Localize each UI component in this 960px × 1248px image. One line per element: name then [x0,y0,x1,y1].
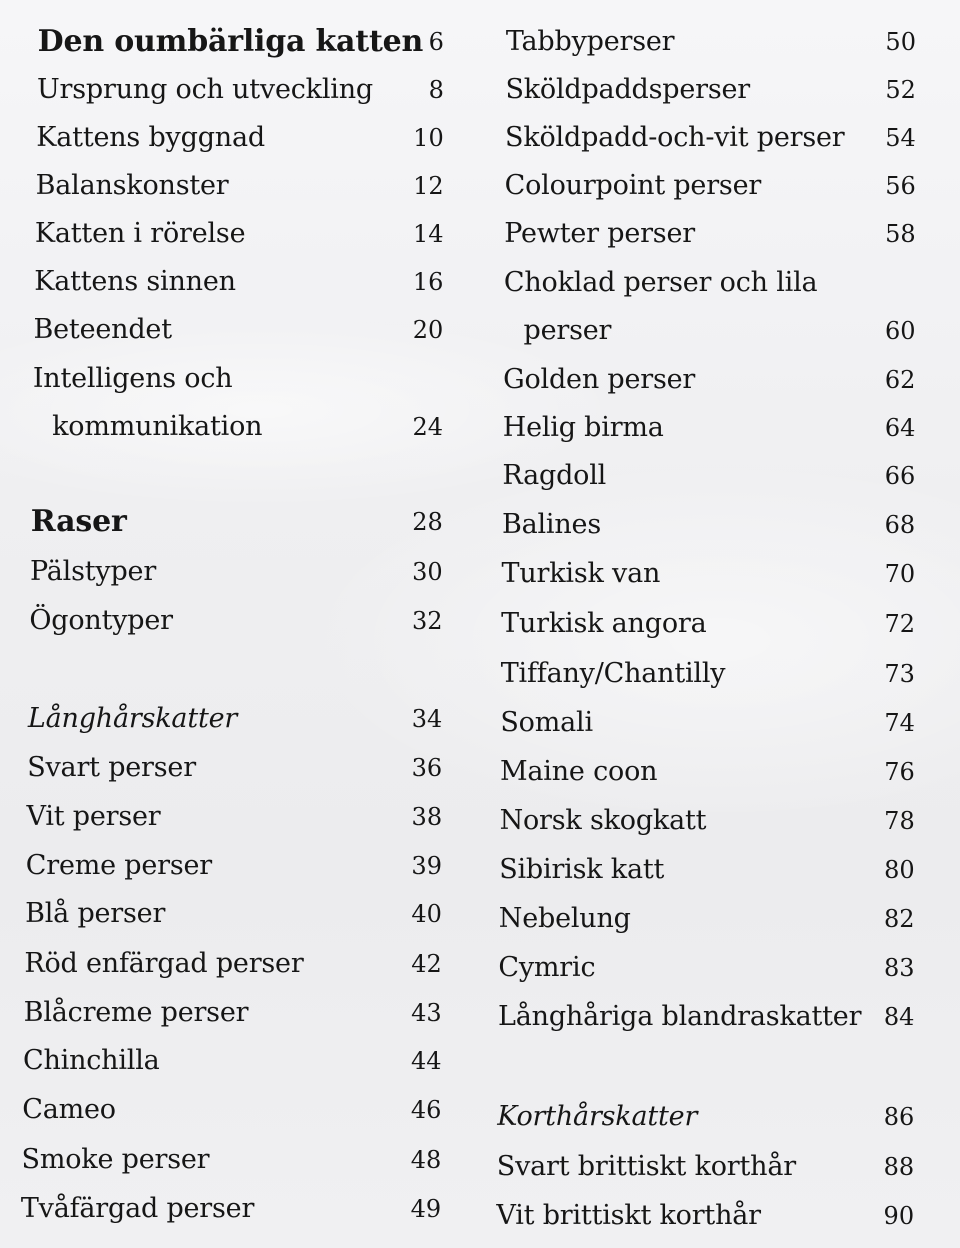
entry-title: Helig birma [502,412,664,443]
toc-entry [470,311,960,351]
toc-entry [0,748,470,788]
entry-title: Kattens byggnad [36,122,265,153]
entry-page-number: 54 [885,124,916,152]
entry-page-number: 24 [412,413,444,441]
entry-title: Pälstyper [30,556,157,587]
entry-page-number: 40 [411,900,442,928]
entry-page-number: 64 [884,414,916,442]
subsection-heading: Korthårskatter [497,1101,698,1132]
entry-title: Sköldpaddsperser [505,74,750,105]
entry-page-number: 44 [410,1047,442,1075]
entry-page-number: 49 [410,1195,442,1223]
section-heading: Den oumbärliga katten [37,24,424,59]
entry-page-number: 82 [884,905,915,933]
entry-page-number: 84 [883,1003,915,1031]
entry-page-number: 68 [884,511,916,539]
toc-entry [470,654,960,694]
toc-entry [0,699,470,739]
toc-entry [470,263,960,303]
toc-entry [470,554,960,594]
entry-page-number: 38 [411,803,443,831]
entry-title: Balanskonster [35,170,229,201]
entry-page-number: 48 [410,1146,442,1174]
entry-page-number: 10 [413,124,444,152]
entry-title: Intelligens och [32,363,233,394]
entry-page-number: 58 [885,220,916,248]
entry-page-number: 14 [412,220,444,248]
toc-entry [470,752,960,792]
toc-entry [0,944,470,984]
entry-title: Chinchilla [22,1045,160,1076]
entry-title: Svart perser [27,752,196,783]
toc-entry [0,407,470,447]
entry-page-number: 20 [412,316,444,344]
toc-entry [0,797,470,837]
entry-page-number: 28 [412,508,443,536]
entry-title: Tabbyperser [505,26,675,57]
toc-entry [470,703,960,743]
entry-page-number: 72 [884,610,916,638]
toc-entry [470,997,960,1037]
toc-entry [470,801,960,841]
entry-title: Choklad perser och lila [503,267,818,298]
entry-title: Sköldpadd-och-vit perser [505,122,845,153]
toc-entry [0,22,470,62]
entry-title: Vit perser [26,801,161,832]
toc-entry [470,505,960,545]
toc-entry [470,360,960,400]
toc-entry [0,214,470,254]
entry-title: Blå perser [25,898,166,929]
toc-entry [470,1097,960,1137]
entry-page-number: 83 [883,954,915,982]
entry-page-number: 46 [410,1096,442,1124]
entry-title: Röd enfärgad perser [24,948,304,979]
entry-page-number: 39 [411,852,442,880]
entry-title: Blåcreme perser [23,997,249,1028]
entry-page-number: 42 [411,950,442,978]
entry-title: Kattens sinnen [34,266,236,297]
toc-entry [470,70,960,110]
entry-title: Ögontyper [29,605,173,636]
entry-page-number: 34 [411,705,443,733]
entry-title: Cymric [498,952,596,983]
toc-entry [470,456,960,496]
entry-title: Nebelung [498,903,631,934]
entry-title: kommunikation [52,411,263,442]
entry-title: Sibirisk katt [499,854,665,885]
entry-page-number: 43 [411,999,442,1027]
entry-page-number: 50 [885,28,916,56]
toc-entry [0,1041,470,1081]
entry-page-number: 6 [428,28,444,56]
entry-title: perser [523,315,612,346]
entry-title: Creme perser [25,850,213,881]
entry-page-number: 80 [884,856,915,884]
entry-page-number: 56 [885,172,916,200]
entry-title: Maine coon [499,756,658,787]
entry-page-number: 88 [883,1153,915,1181]
entry-page-number: 36 [411,754,443,782]
toc-entry [470,214,960,254]
entry-title: Somali [500,707,593,738]
entry-page-number: 16 [412,268,444,296]
entry-title: Ursprung och utveckling [36,74,373,105]
entry-title: Smoke perser [21,1144,210,1175]
entry-title: Tvåfärgad perser [20,1193,255,1224]
toc-entry [0,1090,470,1130]
entry-page-number: 76 [884,758,915,786]
toc-entry [470,850,960,890]
toc-entry [470,1196,960,1236]
toc-entry [0,359,470,399]
toc-entry [0,70,470,110]
subsection-heading: Långhårskatter [27,703,238,734]
entry-title: Beteendet [33,314,172,345]
section-heading: Raser [30,504,127,539]
entry-page-number: 78 [884,807,915,835]
toc-entry [470,22,960,62]
entry-title: Ragdoll [502,460,607,491]
toc-entry [470,118,960,158]
entry-title: Golden perser [503,364,696,395]
entry-page-number: 60 [884,317,916,345]
toc-entry [0,894,470,934]
entry-title: Balines [501,509,601,540]
entry-title: Norsk skogkatt [499,805,707,836]
toc-entry [0,1189,470,1229]
toc-entry [0,262,470,302]
toc-entry [470,1147,960,1187]
entry-page-number: 32 [412,607,443,635]
toc-entry [0,166,470,206]
toc-entry [0,552,470,592]
entry-page-number: 8 [428,76,444,104]
entry-page-number: 90 [883,1202,915,1230]
entry-title: Vit brittiskt korthår [496,1200,761,1231]
toc-entry [470,604,960,644]
toc-entry [0,846,470,886]
entry-page-number: 12 [413,172,444,200]
entry-title: Cameo [22,1094,116,1125]
entry-page-number: 70 [884,560,916,588]
toc-entry [470,166,960,206]
toc-entry [470,948,960,988]
entry-page-number: 74 [884,709,915,737]
toc-entry [0,1140,470,1180]
entry-title: Turkisk van [501,558,661,589]
entry-page-number: 62 [884,366,916,394]
entry-title: Långhåriga blandraskatter [498,1001,862,1032]
entry-page-number: 86 [883,1103,915,1131]
toc-entry [0,993,470,1033]
toc-entry [0,118,470,158]
entry-page-number: 73 [884,660,915,688]
toc-entry [0,310,470,350]
entry-page-number: 66 [884,462,916,490]
toc-entry [470,899,960,939]
entry-title: Turkisk angora [501,608,707,639]
toc-entry [470,408,960,448]
entry-title: Colourpoint perser [504,170,762,201]
entry-title: Svart brittiskt korthår [496,1151,796,1182]
entry-page-number: 30 [412,558,443,586]
entry-page-number: 52 [885,76,916,104]
toc-entry [0,601,470,641]
toc-entry [0,502,470,542]
entry-title: Tiffany/Chantilly [500,658,726,689]
entry-title: Katten i rörelse [34,218,246,249]
entry-title: Pewter perser [504,218,695,249]
